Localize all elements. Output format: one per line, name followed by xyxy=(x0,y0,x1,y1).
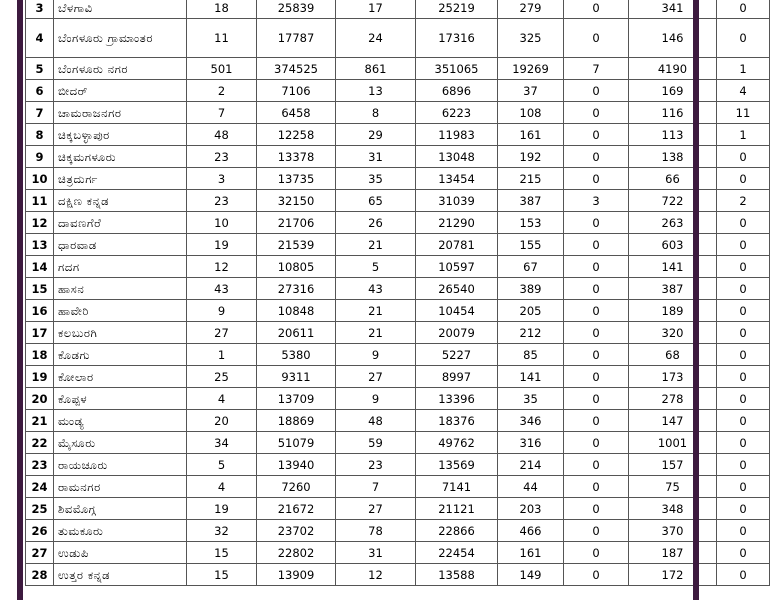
value-cell: 9 xyxy=(336,388,416,410)
value-cell: 10 xyxy=(187,212,257,234)
value-cell: 0 xyxy=(717,278,770,300)
value-cell: 68 xyxy=(629,344,717,366)
value-cell: 0 xyxy=(717,344,770,366)
value-cell: 29 xyxy=(336,124,416,146)
serial-cell: 21 xyxy=(26,410,54,432)
value-cell: 0 xyxy=(564,256,629,278)
value-cell: 2 xyxy=(717,190,770,212)
value-cell: 374525 xyxy=(257,58,336,80)
value-cell: 13735 xyxy=(257,168,336,190)
table-row xyxy=(26,520,770,542)
value-cell: 19269 xyxy=(498,58,564,80)
value-cell: 2 xyxy=(187,80,257,102)
value-cell: 20611 xyxy=(257,322,336,344)
serial-cell: 20 xyxy=(26,388,54,410)
value-cell: 0 xyxy=(564,344,629,366)
value-cell: 0 xyxy=(564,322,629,344)
table-row xyxy=(26,344,770,366)
table-row xyxy=(26,146,770,168)
district-cell: ಬೆಂಗಳೂರು ಗ್ರಾಮಾಂತರ xyxy=(54,19,187,58)
district-cell: ದಾವಣಗೆರೆ xyxy=(54,212,187,234)
value-cell: 5227 xyxy=(416,344,498,366)
value-cell: 341 xyxy=(629,0,717,19)
value-cell: 0 xyxy=(564,432,629,454)
value-cell: 0 xyxy=(564,366,629,388)
value-cell: 7 xyxy=(336,476,416,498)
value-cell: 21706 xyxy=(257,212,336,234)
value-cell: 13396 xyxy=(416,388,498,410)
value-cell: 0 xyxy=(717,212,770,234)
value-cell: 0 xyxy=(564,520,629,542)
table-row xyxy=(26,168,770,190)
value-cell: 17316 xyxy=(416,19,498,58)
district-cell: ಬೆಳಗಾವಿ xyxy=(54,0,187,19)
value-cell: 387 xyxy=(629,278,717,300)
value-cell: 346 xyxy=(498,410,564,432)
value-cell: 49762 xyxy=(416,432,498,454)
value-cell: 0 xyxy=(564,278,629,300)
table-row xyxy=(26,388,770,410)
value-cell: 138 xyxy=(629,146,717,168)
table-row xyxy=(26,278,770,300)
value-cell: 1 xyxy=(717,124,770,146)
value-cell: 27 xyxy=(187,322,257,344)
value-cell: 13378 xyxy=(257,146,336,168)
value-cell: 0 xyxy=(717,432,770,454)
value-cell: 215 xyxy=(498,168,564,190)
value-cell: 23 xyxy=(336,454,416,476)
table-row xyxy=(26,0,770,19)
serial-cell: 19 xyxy=(26,366,54,388)
value-cell: 13569 xyxy=(416,454,498,476)
serial-cell: 17 xyxy=(26,322,54,344)
value-cell: 0 xyxy=(564,168,629,190)
value-cell: 13909 xyxy=(257,564,336,586)
value-cell: 27316 xyxy=(257,278,336,300)
district-cell: ಕೊಪ್ಪಳ xyxy=(54,388,187,410)
value-cell: 22454 xyxy=(416,542,498,564)
serial-cell: 27 xyxy=(26,542,54,564)
value-cell: 65 xyxy=(336,190,416,212)
value-cell: 141 xyxy=(498,366,564,388)
value-cell: 5380 xyxy=(257,344,336,366)
table-row xyxy=(26,58,770,80)
district-cell: ರಾಯಚೂರು xyxy=(54,454,187,476)
district-cell: ಉಡುಪಿ xyxy=(54,542,187,564)
district-cell: ಕೋಲಾರ xyxy=(54,366,187,388)
value-cell: 21 xyxy=(336,234,416,256)
value-cell: 10597 xyxy=(416,256,498,278)
serial-cell: 23 xyxy=(26,454,54,476)
district-cell: ಹಾಸನ xyxy=(54,278,187,300)
value-cell: 466 xyxy=(498,520,564,542)
value-cell: 0 xyxy=(564,498,629,520)
value-cell: 325 xyxy=(498,19,564,58)
value-cell: 17787 xyxy=(257,19,336,58)
table-row xyxy=(26,432,770,454)
value-cell: 161 xyxy=(498,124,564,146)
value-cell: 25219 xyxy=(416,0,498,19)
value-cell: 0 xyxy=(564,388,629,410)
value-cell: 13454 xyxy=(416,168,498,190)
value-cell: 7260 xyxy=(257,476,336,498)
serial-cell: 16 xyxy=(26,300,54,322)
value-cell: 32 xyxy=(187,520,257,542)
value-cell: 35 xyxy=(336,168,416,190)
value-cell: 278 xyxy=(629,388,717,410)
value-cell: 21121 xyxy=(416,498,498,520)
value-cell: 0 xyxy=(564,234,629,256)
value-cell: 8 xyxy=(336,102,416,124)
value-cell: 27 xyxy=(336,498,416,520)
value-cell: 0 xyxy=(564,19,629,58)
value-cell: 861 xyxy=(336,58,416,80)
value-cell: 11 xyxy=(717,102,770,124)
serial-cell: 18 xyxy=(26,344,54,366)
value-cell: 7141 xyxy=(416,476,498,498)
value-cell: 0 xyxy=(564,146,629,168)
table-row xyxy=(26,234,770,256)
table-row xyxy=(26,410,770,432)
value-cell: 20079 xyxy=(416,322,498,344)
serial-cell: 14 xyxy=(26,256,54,278)
value-cell: 27 xyxy=(336,366,416,388)
value-cell: 205 xyxy=(498,300,564,322)
value-cell: 203 xyxy=(498,498,564,520)
value-cell: 263 xyxy=(629,212,717,234)
value-cell: 35 xyxy=(498,388,564,410)
value-cell: 18 xyxy=(187,0,257,19)
serial-cell: 15 xyxy=(26,278,54,300)
value-cell: 0 xyxy=(717,410,770,432)
district-cell: ಚಾಮರಾಜನಗರ xyxy=(54,102,187,124)
value-cell: 173 xyxy=(629,366,717,388)
table-row xyxy=(26,80,770,102)
value-cell: 157 xyxy=(629,454,717,476)
serial-cell: 4 xyxy=(26,19,54,58)
value-cell: 0 xyxy=(564,300,629,322)
serial-cell: 9 xyxy=(26,146,54,168)
serial-cell: 28 xyxy=(26,564,54,586)
value-cell: 501 xyxy=(187,58,257,80)
value-cell: 44 xyxy=(498,476,564,498)
value-cell: 0 xyxy=(717,498,770,520)
value-cell: 37 xyxy=(498,80,564,102)
value-cell: 15 xyxy=(187,564,257,586)
value-cell: 0 xyxy=(564,454,629,476)
district-cell: ಚಿಕ್ಕಬಳ್ಳಾಪುರ xyxy=(54,124,187,146)
value-cell: 0 xyxy=(717,542,770,564)
district-cell: ಹಾವೇರಿ xyxy=(54,300,187,322)
value-cell: 279 xyxy=(498,0,564,19)
value-cell: 48 xyxy=(336,410,416,432)
value-cell: 0 xyxy=(564,80,629,102)
value-cell: 20 xyxy=(187,410,257,432)
value-cell: 23702 xyxy=(257,520,336,542)
value-cell: 189 xyxy=(629,300,717,322)
value-cell: 21539 xyxy=(257,234,336,256)
value-cell: 13 xyxy=(336,80,416,102)
value-cell: 0 xyxy=(717,322,770,344)
value-cell: 25 xyxy=(187,366,257,388)
value-cell: 113 xyxy=(629,124,717,146)
value-cell: 0 xyxy=(564,0,629,19)
value-cell: 212 xyxy=(498,322,564,344)
district-cell: ಕಲಬುರಗಿ xyxy=(54,322,187,344)
value-cell: 22866 xyxy=(416,520,498,542)
value-cell: 0 xyxy=(717,388,770,410)
value-cell: 13588 xyxy=(416,564,498,586)
value-cell: 13940 xyxy=(257,454,336,476)
value-cell: 161 xyxy=(498,542,564,564)
table-row xyxy=(26,454,770,476)
serial-cell: 11 xyxy=(26,190,54,212)
serial-cell: 25 xyxy=(26,498,54,520)
value-cell: 0 xyxy=(564,124,629,146)
value-cell: 11 xyxy=(187,19,257,58)
district-covid-table xyxy=(25,0,770,586)
value-cell: 10805 xyxy=(257,256,336,278)
value-cell: 12 xyxy=(187,256,257,278)
serial-cell: 6 xyxy=(26,80,54,102)
value-cell: 17 xyxy=(336,0,416,19)
value-cell: 0 xyxy=(717,564,770,586)
value-cell: 7106 xyxy=(257,80,336,102)
value-cell: 0 xyxy=(717,476,770,498)
district-cell: ಧಾರವಾಡ xyxy=(54,234,187,256)
value-cell: 1 xyxy=(717,58,770,80)
district-cell: ಮಂಡ್ಯ xyxy=(54,410,187,432)
value-cell: 3 xyxy=(564,190,629,212)
table-row xyxy=(26,102,770,124)
table-row xyxy=(26,190,770,212)
value-cell: 0 xyxy=(564,212,629,234)
value-cell: 0 xyxy=(564,542,629,564)
district-cell: ಬೆಂಗಳೂರು ನಗರ xyxy=(54,58,187,80)
serial-cell: 13 xyxy=(26,234,54,256)
district-cell: ಮೈಸೂರು xyxy=(54,432,187,454)
value-cell: 0 xyxy=(564,410,629,432)
value-cell: 22802 xyxy=(257,542,336,564)
value-cell: 8997 xyxy=(416,366,498,388)
value-cell: 10454 xyxy=(416,300,498,322)
district-cell: ತುಮಕೂರು xyxy=(54,520,187,542)
value-cell: 12258 xyxy=(257,124,336,146)
district-cell: ಚಿಕ್ಕಮಗಳೂರು xyxy=(54,146,187,168)
value-cell: 9 xyxy=(187,300,257,322)
value-cell: 10848 xyxy=(257,300,336,322)
value-cell: 149 xyxy=(498,564,564,586)
value-cell: 316 xyxy=(498,432,564,454)
table-row xyxy=(26,564,770,586)
value-cell: 19 xyxy=(187,234,257,256)
value-cell: 43 xyxy=(187,278,257,300)
value-cell: 0 xyxy=(564,564,629,586)
value-cell: 4 xyxy=(717,80,770,102)
serial-cell: 8 xyxy=(26,124,54,146)
value-cell: 4190 xyxy=(629,58,717,80)
value-cell: 603 xyxy=(629,234,717,256)
value-cell: 0 xyxy=(717,234,770,256)
value-cell: 7 xyxy=(564,58,629,80)
value-cell: 75 xyxy=(629,476,717,498)
value-cell: 153 xyxy=(498,212,564,234)
value-cell: 6896 xyxy=(416,80,498,102)
serial-cell: 7 xyxy=(26,102,54,124)
value-cell: 348 xyxy=(629,498,717,520)
value-cell: 0 xyxy=(717,300,770,322)
value-cell: 0 xyxy=(717,256,770,278)
value-cell: 31039 xyxy=(416,190,498,212)
value-cell: 387 xyxy=(498,190,564,212)
value-cell: 108 xyxy=(498,102,564,124)
serial-cell: 24 xyxy=(26,476,54,498)
value-cell: 31 xyxy=(336,542,416,564)
table-row xyxy=(26,322,770,344)
value-cell: 13048 xyxy=(416,146,498,168)
value-cell: 6458 xyxy=(257,102,336,124)
district-cell: ಚಿತ್ರದುರ್ಗ xyxy=(54,168,187,190)
value-cell: 24 xyxy=(336,19,416,58)
value-cell: 0 xyxy=(717,366,770,388)
value-cell: 1 xyxy=(187,344,257,366)
table-row xyxy=(26,124,770,146)
value-cell: 172 xyxy=(629,564,717,586)
value-cell: 59 xyxy=(336,432,416,454)
value-cell: 351065 xyxy=(416,58,498,80)
value-cell: 43 xyxy=(336,278,416,300)
value-cell: 13709 xyxy=(257,388,336,410)
value-cell: 25839 xyxy=(257,0,336,19)
value-cell: 116 xyxy=(629,102,717,124)
value-cell: 9 xyxy=(336,344,416,366)
value-cell: 48 xyxy=(187,124,257,146)
serial-cell: 22 xyxy=(26,432,54,454)
district-cell: ಶಿವಮೊಗ್ಗ xyxy=(54,498,187,520)
value-cell: 0 xyxy=(717,454,770,476)
value-cell: 85 xyxy=(498,344,564,366)
value-cell: 78 xyxy=(336,520,416,542)
value-cell: 21 xyxy=(336,300,416,322)
value-cell: 5 xyxy=(187,454,257,476)
value-cell: 19 xyxy=(187,498,257,520)
value-cell: 67 xyxy=(498,256,564,278)
value-cell: 370 xyxy=(629,520,717,542)
district-cell: ಗದಗ xyxy=(54,256,187,278)
value-cell: 20781 xyxy=(416,234,498,256)
value-cell: 146 xyxy=(629,19,717,58)
value-cell: 0 xyxy=(717,0,770,19)
value-cell: 0 xyxy=(717,168,770,190)
table-row xyxy=(26,19,770,58)
value-cell: 26540 xyxy=(416,278,498,300)
value-cell: 5 xyxy=(336,256,416,278)
value-cell: 0 xyxy=(564,476,629,498)
value-cell: 214 xyxy=(498,454,564,476)
value-cell: 6223 xyxy=(416,102,498,124)
value-cell: 15 xyxy=(187,542,257,564)
value-cell: 26 xyxy=(336,212,416,234)
district-cell: ರಾಮನಗರ xyxy=(54,476,187,498)
value-cell: 4 xyxy=(187,476,257,498)
table-row xyxy=(26,300,770,322)
value-cell: 187 xyxy=(629,542,717,564)
table-row xyxy=(26,256,770,278)
value-cell: 21672 xyxy=(257,498,336,520)
value-cell: 141 xyxy=(629,256,717,278)
serial-cell: 3 xyxy=(26,0,54,19)
serial-cell: 5 xyxy=(26,58,54,80)
serial-cell: 26 xyxy=(26,520,54,542)
value-cell: 18376 xyxy=(416,410,498,432)
value-cell: 320 xyxy=(629,322,717,344)
value-cell: 1001 xyxy=(629,432,717,454)
value-cell: 11983 xyxy=(416,124,498,146)
value-cell: 147 xyxy=(629,410,717,432)
district-cell: ದಕ್ಷಿಣ ಕನ್ನಡ xyxy=(54,190,187,212)
value-cell: 31 xyxy=(336,146,416,168)
value-cell: 192 xyxy=(498,146,564,168)
serial-cell: 12 xyxy=(26,212,54,234)
table-row xyxy=(26,498,770,520)
table-row xyxy=(26,366,770,388)
value-cell: 389 xyxy=(498,278,564,300)
table-row xyxy=(26,542,770,564)
value-cell: 34 xyxy=(187,432,257,454)
value-cell: 155 xyxy=(498,234,564,256)
value-cell: 66 xyxy=(629,168,717,190)
value-cell: 0 xyxy=(564,102,629,124)
value-cell: 32150 xyxy=(257,190,336,212)
value-cell: 4 xyxy=(187,388,257,410)
serial-cell: 10 xyxy=(26,168,54,190)
value-cell: 23 xyxy=(187,146,257,168)
value-cell: 7 xyxy=(187,102,257,124)
value-cell: 0 xyxy=(717,19,770,58)
table-row xyxy=(26,212,770,234)
district-cell: ಉತ್ತರ ಕನ್ನಡ xyxy=(54,564,187,586)
value-cell: 3 xyxy=(187,168,257,190)
value-cell: 21290 xyxy=(416,212,498,234)
value-cell: 23 xyxy=(187,190,257,212)
value-cell: 18869 xyxy=(257,410,336,432)
table-row xyxy=(26,476,770,498)
value-cell: 0 xyxy=(717,146,770,168)
value-cell: 51079 xyxy=(257,432,336,454)
value-cell: 0 xyxy=(717,520,770,542)
value-cell: 169 xyxy=(629,80,717,102)
value-cell: 722 xyxy=(629,190,717,212)
value-cell: 9311 xyxy=(257,366,336,388)
value-cell: 12 xyxy=(336,564,416,586)
value-cell: 21 xyxy=(336,322,416,344)
district-cell: ಕೊಡಗು xyxy=(54,344,187,366)
district-cell: ಬೀದರ್ xyxy=(54,80,187,102)
